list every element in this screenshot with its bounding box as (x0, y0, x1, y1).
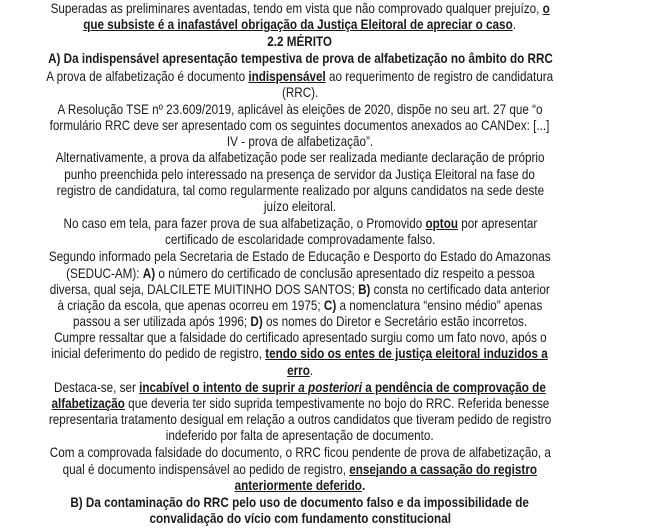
paragraph-resolucao-line-1 (0, 101, 600, 118)
text: qual é documento indispensável ao pedido de registro, (62, 461, 350, 477)
paragraph-prova-line-2 (0, 84, 600, 101)
paragraph-caso-line-2 (0, 231, 600, 248)
subsection-a-title-text: A) Da indispensável apresentação tempestiva de prova de alfabetização no âmbito do RRC (47, 51, 553, 67)
paragraph-cumpre-line-1 (0, 329, 600, 346)
item-marker: A) (142, 265, 155, 281)
text: certificado de escolaridade comprovadamente falso. (164, 232, 436, 248)
item-marker: B) (358, 281, 371, 297)
text: (SEDUC-AM): (65, 265, 143, 281)
section-title-text: 2.2 MÉRITO (267, 34, 333, 50)
paragraph-comprovada-line-1 (0, 444, 600, 461)
emphasis-text: indispensável (248, 68, 326, 84)
text: juízo eleitoral. (263, 198, 337, 214)
text: à criação da escola, que apenas ocorreu em 1975; (57, 297, 325, 313)
emphasis-text: optou (425, 216, 458, 232)
paragraph-cumpre-line-3 (0, 362, 600, 379)
text: representaria tratamento desigual em relação a outros candidatos que tiveram pedido de registro (48, 412, 552, 428)
paragraph-resolucao-line-3 (0, 133, 600, 150)
paragraph-alternativamente-line-1 (0, 149, 600, 166)
emphasis-text: que subsiste é a inafastável obrigação da Justiça Eleitoral de apreciar o caso (83, 17, 514, 33)
item-marker: D) (250, 314, 263, 330)
text: os nomes do Diretor e Secretário estão incorretos. (262, 314, 528, 330)
text: Alternativamente, a prova da alfabetização pode ser realizada mediante declaração de próprio (55, 150, 545, 166)
paragraph-destaca-line-3 (0, 411, 600, 428)
text: IV - prova de alfabetização”. (226, 134, 374, 150)
subsection-b-title-text: B) Da contaminação do RRC pelo uso de documento falso e da impossibilidade de (70, 494, 530, 510)
text: Cumpre ressaltar que a falsidade do certificado apresentado surgiu como um fato novo, após o (53, 330, 547, 346)
paragraph-comprovada-line-2 (0, 461, 600, 478)
text: punho preenchida pelo interessado na presença de servidor da Justiça Eleitoral na fase do (64, 166, 536, 182)
subsection-b-title-line-2 (0, 510, 600, 527)
paragraph-alternativamente-line-2 (0, 166, 600, 183)
text: . (513, 17, 517, 33)
text: Destaca-se, ser (54, 379, 140, 395)
paragraph-comprovada-line-3 (0, 477, 600, 494)
emphasis-text: tendo sido os entes de justiça eleitoral induzidos a (265, 346, 549, 362)
paragraph-seduc-line-1 (0, 248, 600, 265)
paragraph-destaca-line-1 (0, 379, 600, 396)
text: indeferido por falta de apresentação de documento. (166, 428, 434, 444)
paragraph-seduc-line-5 (0, 313, 600, 330)
text: inicial deferimento do pedido de registro, (51, 346, 266, 362)
text: . (362, 477, 366, 493)
text: por apresentar (457, 216, 537, 232)
paragraph-preliminares-line-2 (0, 16, 600, 33)
emphasis-text: incabível o intento de suprir (139, 379, 299, 395)
subsection-b-title-text: convalidação do vício com fundamento constitucional (149, 511, 451, 526)
text: Com a comprovada falsidade do documento, o RRC ficou pendente de prova de alfabetização, a (49, 445, 551, 461)
paragraph-prova-line-1 (0, 68, 600, 85)
text: Superadas as preliminares aventadas, tendo em vista que não comprovado qualquer prejuízo, (50, 1, 543, 16)
text: consta no certificado data anterior (370, 281, 551, 297)
text: A Resolução TSE nº 23.609/2019, aplicável às eleições de 2020, dispõe no seu art. 27 que “o (57, 101, 543, 117)
paragraph-alternativamente-line-4 (0, 198, 600, 215)
emphasis-text: ensejando a cassação do registro (349, 461, 538, 477)
subsection-a-title (0, 50, 600, 67)
emphasis-text: alfabetização (51, 395, 125, 411)
text: diversa, qual seja, DALCILETE MUITINHO DOS SANTOS; (49, 281, 359, 297)
text: Segundo informado pela Secretaria de Estado de Educação e Desporto do Estado do Amazonas (49, 249, 551, 265)
emphasis-text: erro (286, 362, 310, 378)
paragraph-caso-line-1 (0, 215, 600, 232)
text: formulário RRC deve ser apresentado com os seguintes documentos anexados ao CANDex: [...] (50, 118, 550, 134)
emphasis-text: o (542, 1, 550, 16)
emphasis-text: a pendência de comprovação de (362, 379, 546, 395)
text: a nomenclatura “ensino médio” apenas (336, 297, 543, 313)
paragraph-seduc-line-3 (0, 281, 600, 298)
text: A prova de alfabetização é documento (46, 68, 249, 84)
paragraph-alternativamente-line-3 (0, 182, 600, 199)
paragraph-destaca-line-4 (0, 427, 600, 444)
text: No caso em tela, para fazer prova de sua alfabetização, o Promovido (63, 216, 426, 232)
item-marker: C) (324, 297, 337, 313)
subsection-b-title-line-1 (0, 494, 600, 511)
paragraph-seduc-line-2 (0, 265, 600, 282)
section-title (0, 33, 600, 50)
text: registro de candidatura, tal como regularmente realizado por alguns candidatos na sede deste (56, 182, 544, 198)
text: o número do certificado de conclusão apresentado diz respeito a pessoa (154, 265, 535, 281)
paragraph-cumpre-line-2 (0, 345, 600, 362)
text: passou a ser utilizada após 1996; (72, 314, 251, 330)
emphasis-text: anteriormente deferido (234, 477, 363, 493)
paragraph-resolucao-line-2 (0, 117, 600, 134)
paragraph-destaca-line-2 (0, 395, 600, 412)
paragraph-seduc-line-4 (0, 297, 600, 314)
text: que deveria ter sido suprida tempestivamente no bojo do RRC. Referida benesse (124, 395, 549, 411)
text: ao requerimento de registro de candidatura (325, 68, 554, 84)
emphasis-italic-text: a posteriori (298, 379, 363, 395)
text: . (309, 362, 313, 378)
paragraph-preliminares-line-1 (0, 0, 600, 17)
text: (RRC). (281, 84, 319, 100)
